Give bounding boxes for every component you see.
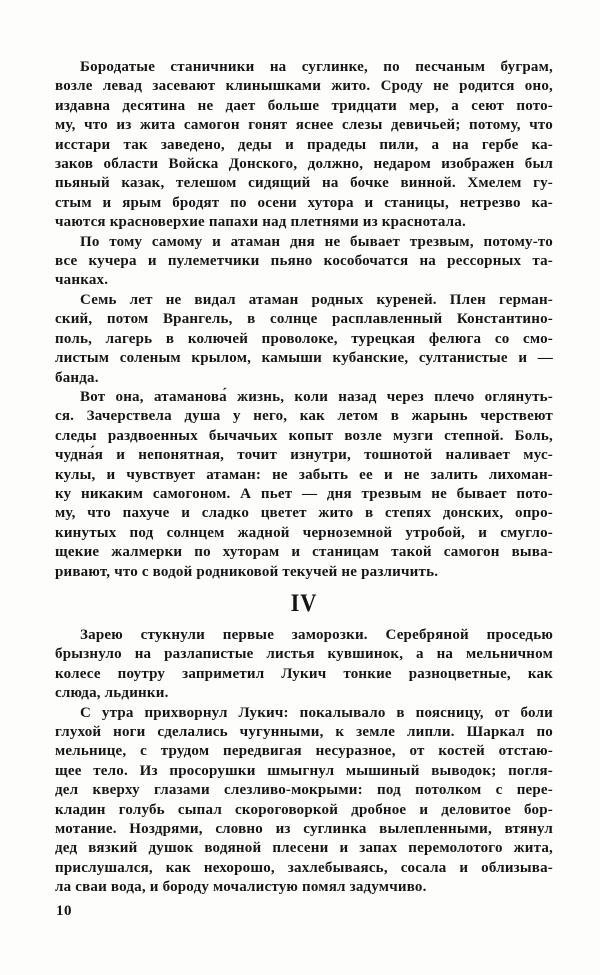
text-line: дед вязкий душок водяной плесени и запах перемолотого жита, (55, 840, 553, 857)
text-line: По тому самому и атаман дня не бывает трезвым, потому-то (80, 233, 553, 250)
text-line: ла сваи вода, и бороду мочалистую помял задумчиво. (55, 879, 427, 896)
page-number: 10 (56, 903, 72, 919)
text-line: С утра прихворнул Лукич: покалывало в поясницу, от боли (80, 704, 553, 721)
text-line: ся. Зачерствела душа у него, как летом в жарынь черствеют (55, 408, 553, 425)
text-line: слюда, льдинки. (55, 685, 169, 702)
text-line: брызнуло на разлапистые листья кувшинок, а на мельничном (55, 646, 553, 663)
text-line: заков области Войска Донского, должно, недаром изображен был (55, 156, 553, 173)
text-line: чудна́я и непонятная, точит изнутри, тошнотой наливает мус- (55, 447, 553, 464)
text-line: кладин голубь сыпал скороговоркой дробное и деловитое бор- (55, 801, 553, 818)
text-line: издавна десятина не дает больше тридцати мер, а сеют пото- (55, 97, 553, 114)
text-line: щее тело. Из просорушки шмыгнул мышиный выводок; погля- (55, 762, 553, 779)
text-line: му, что пахуче и сладко цветет жито в степях донских, опро- (55, 505, 553, 522)
text-line: колесе поутру заприметил Лукич тонкие разноцветные, как (55, 665, 553, 682)
text-line: прислушался, как нехорошо, захлебываясь, сосала и облизыва- (55, 859, 553, 876)
paragraph (55, 291, 553, 388)
text-line: Семь лет не видал атаман родных куреней. Плен герман- (80, 291, 553, 308)
text-line: Вот она, атаманова́ жизнь, коли назад через плечо оглянуть- (80, 388, 553, 405)
text-line: все кучера и пулеметчики пьяно кособочатся на рессорных та- (55, 253, 553, 270)
text-line: кулы, и чувствует атаман: не забыть ее и не залить лихоман- (55, 466, 553, 483)
text-line: глухой ноги сделались чугунными, к земле липли. Шаркал по (55, 724, 553, 740)
text-line: исстари так заведено, деды и прадеды пили, а на гербе ка- (55, 136, 553, 153)
text-line: Зарею стукнули первые заморозки. Серебряной проседью (80, 626, 553, 643)
paragraph (55, 704, 553, 898)
text-line: Бородатые станичники на суглинке, по песчаным буграм, (80, 59, 553, 75)
text-line: чанках. (55, 272, 109, 289)
text-line: чаются красноверхие папахи над плетнями из краснотала. (55, 214, 466, 231)
text-line: банда. (55, 369, 99, 386)
text-line: пьяный казак, телешом сидящий на бочке винной. Хмелем гу- (55, 175, 553, 192)
text-line: кинутых под солнцем жадной черноземной утробой, и смугло- (55, 524, 553, 541)
paragraph (55, 626, 553, 704)
text-line: возле левад засевают клинышками жито. Сроду не родится оно, (55, 78, 553, 95)
text-line: ку никаким самогоном. А пьет — дня трезвым не бывает пото- (55, 485, 553, 502)
text-line: следы раздвоенных бычачьих копыт возле музги степной. Боль, (55, 427, 553, 444)
text-line: поль, лагерь в колючей проволоке, турецкая фелюга со смо- (55, 330, 553, 347)
paragraph (55, 388, 553, 582)
paragraph (55, 58, 553, 233)
text-line: му, что из жита самогон гонят яснее слезы девичьей; потому, что (55, 117, 553, 134)
section-heading: IV (290, 589, 318, 617)
text-line: мотание. Ноздрями, словно из суглинка вылепленными, втянул (55, 821, 553, 838)
text-line: ривают, что с водой родниковой текучей не различить. (55, 563, 439, 580)
text-line: листым соленым крылом, камыши кубанские, султанистые и — (55, 350, 553, 367)
text-line: мельнице, с трудом передвигая несуразное, от костей отстаю- (55, 743, 553, 760)
text-line: стым и ярым бродят по осени хутора и станицы, нетрезво ка- (55, 194, 553, 211)
paragraph (55, 233, 553, 291)
text-line: ский, потом Врангель, в солнце расплавленный Константино- (55, 311, 553, 328)
text-line: щекие жалмерки по хуторам и станицам такой самогон выва- (55, 544, 553, 561)
text-line: дел кверху глазами слезливо-мокрыми: под потолком с пере- (55, 782, 553, 799)
